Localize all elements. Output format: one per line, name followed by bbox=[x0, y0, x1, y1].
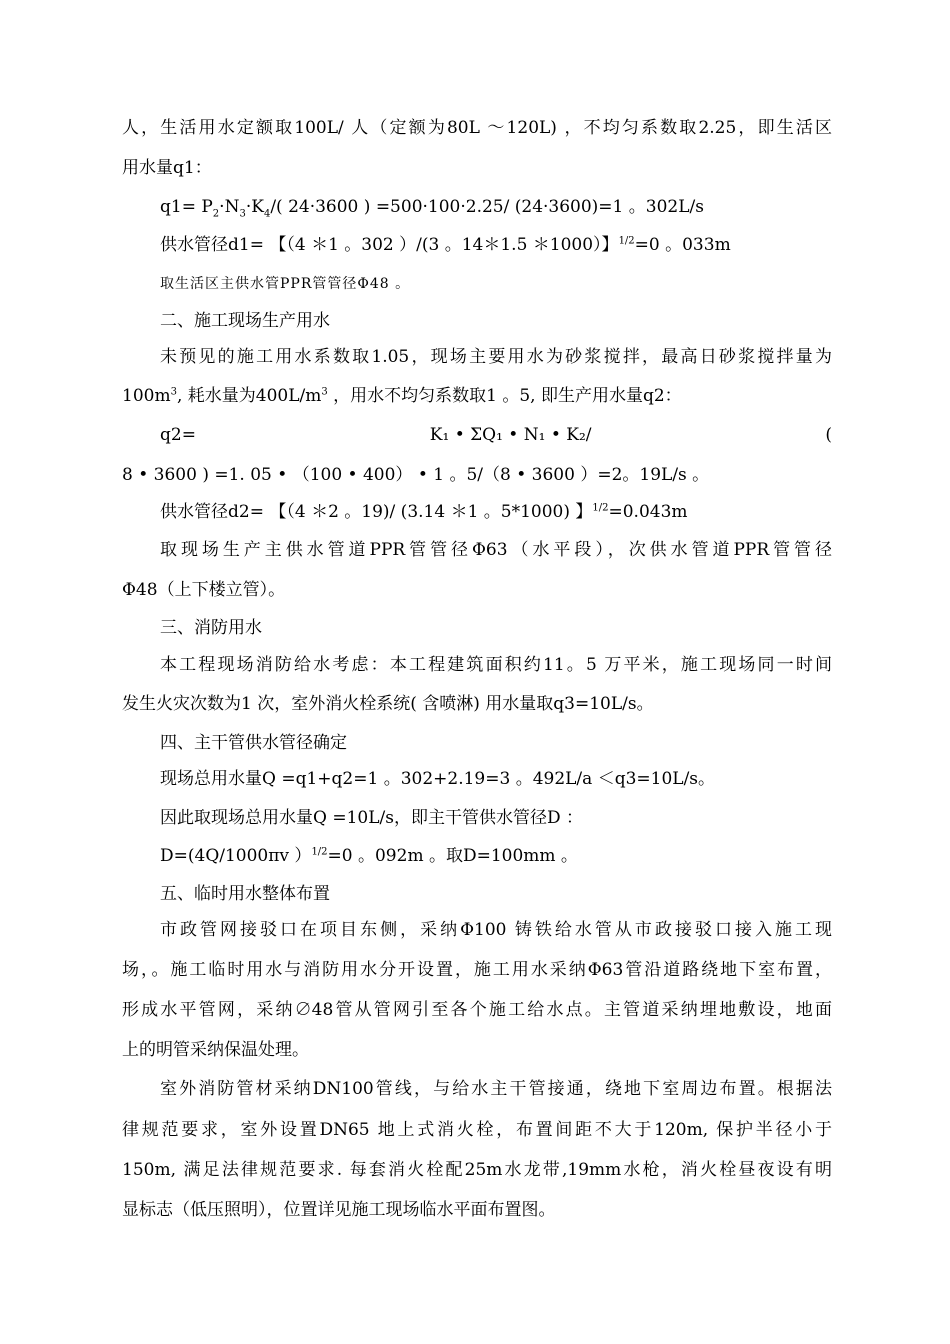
paragraph-line: 室外消防管材采纳DN100管线，与给水主干管接通，绕地下室周边布置。根据法 bbox=[160, 1079, 832, 1099]
superscript: 3 bbox=[170, 386, 177, 398]
paragraph-line: 本工程现场消防给水考虑：本工程建筑面积约11。5 万平米，施工现场同一时间 bbox=[160, 655, 832, 675]
paragraph-line: 显标志（低压照明），位置详见施工现场临水平面布置图。 bbox=[122, 1200, 556, 1220]
subscript: 3 bbox=[239, 208, 246, 220]
paragraph-line: 场，。施工临时用水与消防用水分开设置，施工用水采纳Φ63管沿道路绕地下室布置， bbox=[122, 960, 832, 980]
formula-q1 bbox=[160, 195, 832, 219]
formula-q2 bbox=[160, 423, 832, 447]
section-heading: 四、主干管供水管径确定 bbox=[160, 733, 347, 753]
formula-text: K₁ • ΣQ₁ • N₁ • K₂/ bbox=[429, 425, 592, 445]
formula-text: =0.043m bbox=[608, 502, 688, 522]
superscript: 1/2 bbox=[618, 235, 635, 247]
formula-text: q2= bbox=[160, 425, 196, 445]
paragraph-line: 现场总用水量Q =q1+q2=1 。302+2.19=3 。492L/a ＜q3=10L/s。 bbox=[160, 769, 716, 789]
paragraph-line: 律规范要求，室外设置DN65 地上式消火栓，布置间距不大于120m, 保护半径小于 bbox=[122, 1120, 832, 1140]
formula-text: q1= P bbox=[160, 197, 213, 217]
paragraph-line: 取生活区主供水管PPR管管径Φ48 。 bbox=[160, 276, 411, 292]
text-run: , 耗水量为400L/m bbox=[176, 386, 322, 406]
formula-text: =0 。033m bbox=[634, 235, 731, 255]
paragraph-line: 形成水平管网，采纳∅48管从管网引至各个施工给水点。主管道采纳埋地敷设，地面 bbox=[122, 1000, 832, 1020]
formula-q2-continued: 8 • 3600 ) =1. 05 • （100 • 400） • 1 。5/（8 • 3600 ）=2。19L/s 。 bbox=[122, 465, 710, 485]
section-heading: 三、消防用水 bbox=[160, 618, 262, 638]
section-heading: 五、临时用水整体布置 bbox=[160, 884, 330, 904]
subscript: 4 bbox=[263, 208, 271, 220]
paragraph-line: 取现场生产主供水管道PPR管管径Φ63（水平段），次供水管道PPR管管径 bbox=[160, 540, 832, 560]
paragraph-line: 上的明管采纳保温处理。 bbox=[122, 1040, 309, 1060]
text-run: 100m bbox=[122, 386, 171, 406]
subscript: 2 bbox=[212, 208, 220, 220]
formula-text: =0 。092m 。取D=100mm 。 bbox=[327, 846, 578, 866]
formula-text: 供水管径d2= 【（4 ＊2 。19)/ (3.14 ＊1 。5*1000) 】 bbox=[160, 502, 593, 522]
text-run: ，用水不均匀系数取1 。5, 即生产用水量q2： bbox=[327, 386, 682, 406]
paragraph-line: Φ48（上下楼立管）。 bbox=[122, 580, 286, 600]
formula-text: ·K bbox=[245, 197, 264, 217]
paragraph-line: 150m, 满足法律规范要求. 每套消火栓配25m水龙带,19mm水枪，消火栓昼夜设有明 bbox=[122, 1160, 832, 1180]
paragraph-line: 因此取现场总用水量Q =10L/s，即主干管供水管径D ： bbox=[160, 808, 583, 828]
paragraph-line: 人，生活用水定额取100L/ 人（定额为80L ～120L) ，不均匀系数取2.25，即生活区 bbox=[122, 118, 832, 138]
formula-row bbox=[160, 423, 832, 447]
paragraph-line bbox=[122, 384, 832, 408]
superscript: 1/2 bbox=[311, 846, 328, 858]
formula-d2 bbox=[160, 500, 832, 524]
section-heading: 二、施工现场生产用水 bbox=[160, 311, 330, 331]
superscript: 1/2 bbox=[592, 502, 609, 514]
paragraph-line: 发生火灾次数为1 次，室外消火栓系统( 含喷淋) 用水量取q3=10L/s。 bbox=[122, 694, 654, 714]
paragraph-line: 未预见的施工用水系数取1.05，现场主要用水为砂浆搅拌，最高日砂浆搅拌量为 bbox=[160, 347, 832, 367]
paragraph-line: 市政管网接驳口在项目东侧，采纳Φ100 铸铁给水管从市政接驳口接入施工现 bbox=[160, 920, 832, 940]
paragraph-line: 用水量q1： bbox=[122, 158, 212, 178]
formula-text: D=(4Q/1000πv ） bbox=[160, 846, 312, 866]
superscript: 3 bbox=[321, 386, 328, 398]
formula-d bbox=[160, 844, 832, 868]
formula-text: ( bbox=[825, 425, 832, 445]
formula-d1 bbox=[160, 233, 832, 257]
formula-text: ·N bbox=[219, 197, 240, 217]
formula-text: 供水管径d1= 【（4 ＊1 。302 ）/(3 。14＊1.5 ＊1000）】 bbox=[160, 235, 619, 255]
formula-text: /( 24·3600 ) =500·100·2.25/ (24·3600)=1 。302L/s bbox=[270, 197, 704, 217]
